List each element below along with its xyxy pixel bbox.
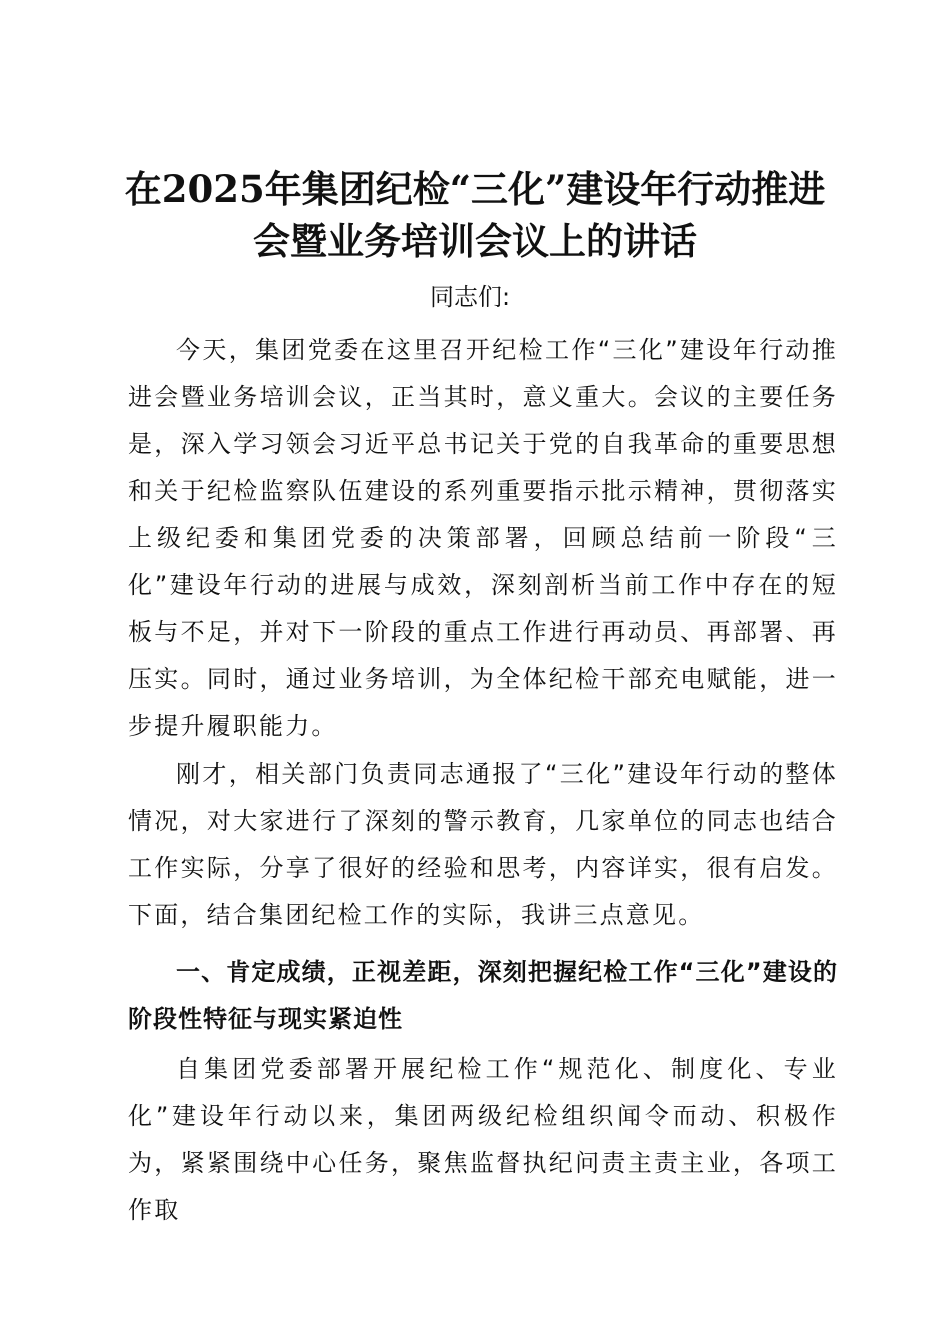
body-paragraph-3: 自集团党委部署开展纪检工作“规范化、制度化、专业化”建设年行动以来，集团两级纪检组织闻令而动、积极作为，紧紧围绕中心任务，聚焦监督执纪问责主责主业，各项工作取 — [128, 1055, 838, 1224]
section-heading-1: 一、肯定成绩，正视差距，深刻把握纪检工作“三化”建设的阶段性特征与现实紧迫性 — [128, 958, 838, 1033]
salutation: 同志们: — [430, 283, 511, 311]
document-title-line-1: 在2025年集团纪检“三化”建设年行动推进 — [124, 167, 826, 211]
body-paragraph-1: 今天，集团党委在这里召开纪检工作“三化”建设年行动推进会暨业务培训会议，正当其时，意义重大。会议的主要任务是，深入学习领会习近平总书记关于党的自我革命的重要思想和关于纪检监察队伍建设的系列重要指示批示精神，贯彻落实上级纪委和集团党委的决策部署，回顾总结前一阶段“三化”建设年行动的进展与成效，深刻剖析当前工作中存在的短板与不足，并对下一阶段的重点工作进行再动员、再部署、再压实。同时，通过业务培训，为全体纪检干部充电赋能，进一步提升履职能力。 — [128, 336, 838, 740]
document-title-line-2: 会暨业务培训会议上的讲话 — [253, 219, 697, 263]
body-paragraph-2: 刚才，相关部门负责同志通报了“三化”建设年行动的整体情况，对大家进行了深刻的警示教育，几家单位的同志也结合工作实际，分享了很好的经验和思考，内容详实，很有启发。下面，结合集团纪检工作的实际，我讲三点意见。 — [128, 760, 838, 929]
